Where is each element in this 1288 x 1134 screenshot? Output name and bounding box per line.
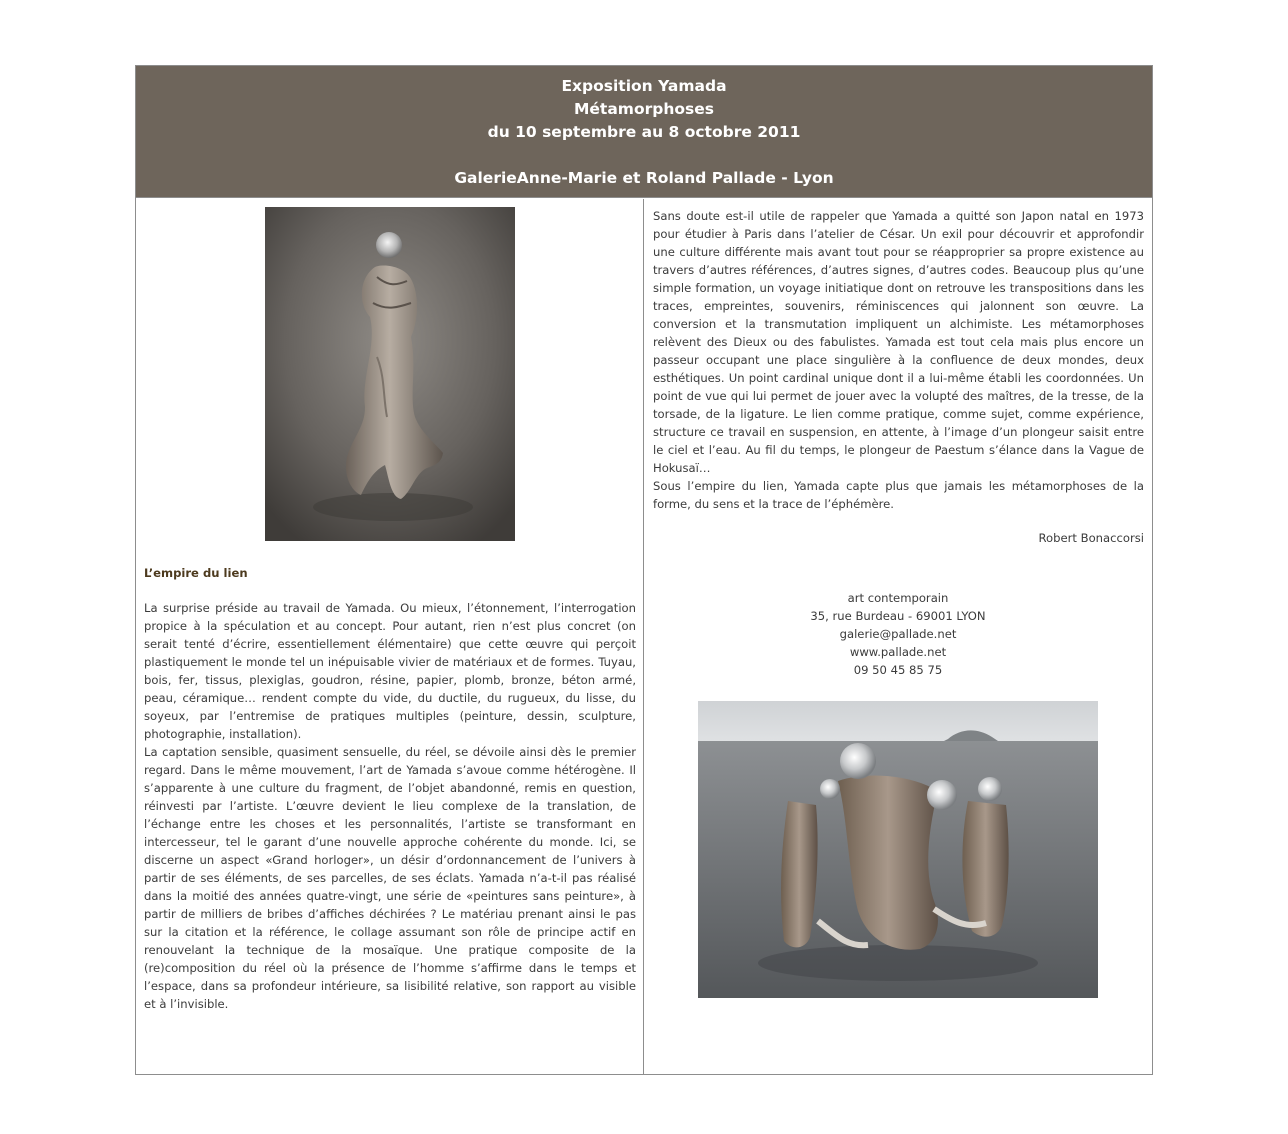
left-article-body <box>144 599 636 1013</box>
left-column <box>136 199 644 1074</box>
exhibition-header <box>136 66 1152 198</box>
right-column <box>644 199 1152 1074</box>
author-name: Robert Bonaccorsi <box>1038 531 1144 545</box>
left-paragraph-1: La surprise préside au travail de Yamada. Ou mieux, l’étonnement, l’interrogation propice à la spéculation et au concept. Pour autant, rien n’est plus concret (on serait tenté d’écrire, essentiellement élémentaire) que cette œuvre qui perçoit plastiquement le monde tel un inépuisable vivier de matériaux et de formes. Tuyau, bois, fer, tissus, plexiglas, goudron, résine, papier, plomb, bronze, béton armé, peau, céramique… rendent compte du vide, du ductile, du rugueux, du lisse, du soyeux, par l’entremise de pratiques multiples (peinture, dessin, sculpture, photographie, installation). <box>144 601 636 741</box>
contact-phone: 09 50 45 85 75 <box>853 663 943 677</box>
exhibition-subtitle: Métamorphoses <box>574 100 714 118</box>
sculpture-photo <box>265 207 515 541</box>
exhibition-title: Exposition Yamada <box>561 77 727 95</box>
contact-address: 35, rue Burdeau - 69001 LYON <box>810 609 986 623</box>
beach-installation-photo <box>698 701 1098 998</box>
contact-website[interactable]: www.pallade.net <box>849 645 947 659</box>
left-paragraph-2: La captation sensible, quasiment sensuelle, du réel, se dévoile ainsi dès le premier regard. Dans le même mouvement, l’art de Yamada s’avoue comme hétérogène. Il s’apparente à une culture du fragment, de l’objet abandonné, remis en question, réinvesti par l’artiste. L’œuvre devient le lieu complexe de la translation, de l’échange entre les choses et les personnalités, l’artiste se transformant en intercesseur, tel le garant d’une nouvelle approche cohérente du monde. Ici, se discerne un aspect «Grand horloger», un désir d’ordonnancement de l’univers à partir de ses éléments, de ses parcelles, de ses éclats. Yamada n’a-t-il pas réalisé dans la moitié des années quatre-vingt, une série de «peintures sans peinture», à partir de milliers de bribes d’affiches déchirées ? Le matériau prenant ainsi le pas sur la citation et la référence, le collage assumant son rôle de principe actif en renouvelant la technique de la mosaïque. Une pratique composite de la (re)composition du réel où la présence de l’homme s’affirme dans le temps et l’espace, dans sa profondeur intérieure, sa lisibilité relative, son rapport au visible et à l’invisible. <box>144 745 636 1011</box>
content-columns <box>136 199 1152 1074</box>
gallery-contact <box>644 589 1152 679</box>
gallery-name: GalerieAnne-Marie et Roland Pallade - Lyon <box>454 169 834 187</box>
exhibition-frame <box>135 65 1153 1075</box>
right-paragraph-2: Sous l’empire du lien, Yamada capte plus que jamais les métamorphoses de la forme, du sens et la trace de l’éphémère. <box>653 479 1144 511</box>
contact-category: art contemporain <box>847 591 949 605</box>
right-article-body <box>653 207 1144 513</box>
exhibition-dates: du 10 septembre au 8 octobre 2011 <box>487 123 801 141</box>
contact-email[interactable]: galerie@pallade.net <box>839 627 957 641</box>
section-title: L’empire du lien <box>144 566 248 580</box>
right-paragraph-1: Sans doute est-il utile de rappeler que Yamada a quitté son Japon natal en 1973 pour étudier à Paris dans l’atelier de César. Un exil pour découvrir et approfondir une culture différente mais avant tout pour se réapproprier sa propre existence au travers d’autres références, d’autres signes, d’autres codes. Beaucoup plus qu’une simple formation, un voyage initiatique dont on retrouve les transpositions dans les traces, empreintes, souvenirs, réminiscences qui jalonnent son œuvre. La conversion et la transmutation impliquent un alchimiste. Les métamorphoses relèvent des Dieux ou des fabulistes. Yamada est tout cela mais plus encore un passeur occupant une place singulière à la confluence de deux mondes, deux esthétiques. Un point cardinal unique dont il a lui-même établi les coordonnées. Un point de vue qui lui permet de jouer avec la volupté des maîtres, de la tresse, de la torsade, de la ligature. Le lien comme pratique, comme sujet, comme expérience, structure ce travail en suspension, en attente, à l’image d’un plongeur saisit entre le ciel et l’eau. Au fil du temps, le plongeur de Paestum s’élance dans la Vague de Hokusaï… <box>653 209 1144 475</box>
